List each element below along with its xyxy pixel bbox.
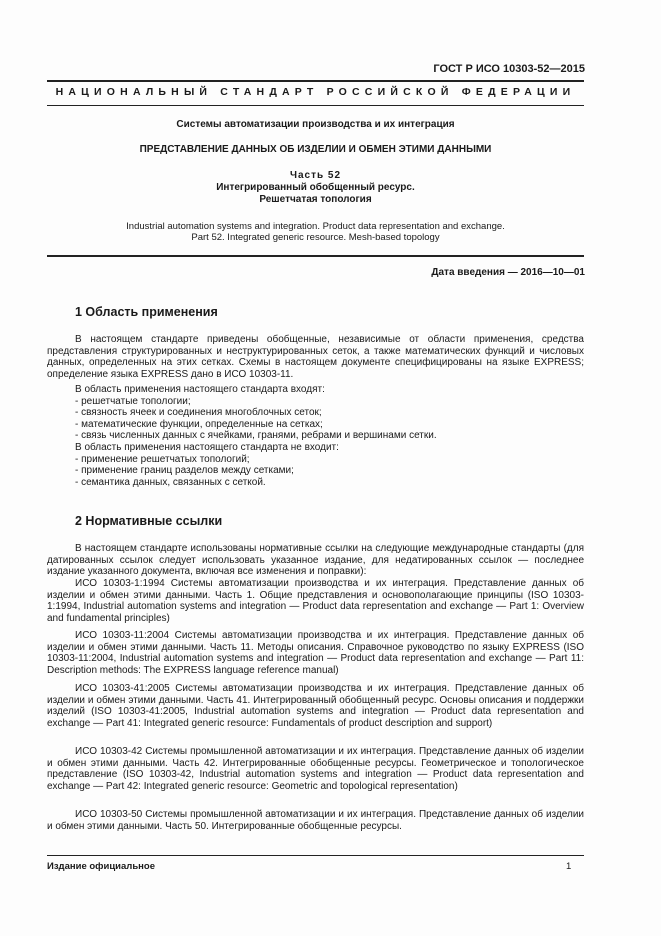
- series-title: Системы автоматизации производства и их интеграция: [176, 119, 455, 130]
- list-item: - связь численных данных с ячейками, гранями, ребрами и вершинами сетки.: [75, 430, 437, 442]
- section-1-heading: 1 Область применения: [75, 305, 218, 319]
- part-number: Часть 52: [289, 170, 342, 181]
- main-title: ПРЕДСТАВЛЕНИЕ ДАННЫХ ОБ ИЗДЕЛИИ И ОБМЕН ЭТИМИ ДАННЫМИ: [139, 144, 492, 155]
- section-1-paragraph: В настоящем стандарте приведены обобщенные, независимые от области применения, средства представления структурированных и неструктурированных сеток, а также математических функций и числовых данных, определенных на этих сетках. Схемы в настоящем документе специфицированы на языке EXPRESS; определение языка EXPRESS дано в ИСО 10303-11.: [47, 334, 584, 380]
- list-item: - применение границ разделов между сетками;: [75, 465, 294, 477]
- banner-rule: [47, 105, 584, 106]
- title-bottom-rule: [47, 255, 584, 257]
- list-item: - решетчатые топологии;: [75, 395, 191, 407]
- section-2-intro: В настоящем стандарте использованы нормативные ссылки на следующие международные стандарты (для датированных ссылок следует использовать указанное издание, для недатированных ссылок — последнее издание указанного документа, включая все изменения и поправки):: [47, 543, 584, 578]
- national-standard-banner: НАЦИОНАЛЬНЫЙ СТАНДАРТ РОССИЙСКОЙ ФЕДЕРАЦИИ: [55, 86, 576, 98]
- footer-rule: [47, 855, 584, 856]
- list-item: - связность ячеек и соединения многоблочных сеток;: [75, 407, 322, 419]
- official-edition-label: Издание официальное: [47, 861, 155, 872]
- excludes-title: В область применения настоящего стандарта не входит:: [75, 441, 339, 453]
- list-item: - семантика данных, связанных с сеткой.: [75, 476, 266, 488]
- reference-iso-10303-50: ИСО 10303-50 Системы промышленной автоматизации и их интеграция. Представление данных об изделии и обмен этими данными. Часть 50. Интегрированные обобщенные ресурсы.: [47, 809, 584, 832]
- subtitle-line-2: Решетчатая топология: [259, 194, 372, 205]
- scope-list: [75, 384, 584, 488]
- list-item: - применение решетчатых топологий;: [75, 453, 250, 465]
- page-number: 1: [566, 861, 572, 872]
- section-2-heading: 2 Нормативные ссылки: [75, 514, 223, 528]
- list-item: - математические функции, определенные на сетках;: [75, 418, 323, 430]
- reference-iso-10303-11: ИСО 10303-11:2004 Системы автоматизации производства и их интеграция. Представление данных об изделии и обмен этими данными. Часть 11. Методы описания. Справочное руководство по языку EXPRESS (ISO 10303-11:2004, Industrial automation systems and integration — Product data representation and exchange — Part 11: Description methods: The EXPRESS language reference manual): [47, 630, 584, 676]
- introduction-date: Дата введения — 2016—10—01: [431, 267, 585, 278]
- reference-iso-10303-42: ИСО 10303-42 Системы промышленной автоматизации и их интеграция. Представление данных об изделии и обмен этими данными. Часть 42. Интегрированные обобщенные ресурсы. Геометрическое и топологическое представление (ISO 10303-42, Industrial automation systems and integration — Product data representation and exchange — Part 42: Integrated generic resource: Geometric and topological representation): [47, 746, 584, 792]
- top-rule: [47, 80, 584, 82]
- includes-title: В область применения настоящего стандарта входят:: [75, 384, 325, 395]
- standard-code: ГОСТ Р ИСО 10303-52—2015: [433, 63, 585, 75]
- english-title-line-1: Industrial automation systems and integration. Product data representation and exchange.: [126, 221, 505, 232]
- subtitle-line-1: Интегрированный обобщенный ресурс.: [216, 182, 415, 193]
- reference-iso-10303-1: ИСО 10303-1:1994 Системы автоматизации производства и их интеграция. Представление данных об изделии и обмен этими данными. Часть 1. Общие представления и основополагающие принципы (ISO 10303-1:1994, Industrial automation systems and integration — Product data representation and exchange — Part 1: Overview and fundamental principles): [47, 578, 584, 624]
- english-title-line-2: Part 52. Integrated generic resource. Mesh-based topology: [191, 232, 440, 243]
- reference-iso-10303-41: ИСО 10303-41:2005 Системы автоматизации производства и их интеграция. Представление данных об изделии и обмен этими данными. Часть 41. Интегрированный обобщенный ресурс. Основы описания и поддержки изделий (ISO 10303-41:2005, Industrial automation systems and integration — Product data representation and exchange — Part 41: Integrated generic resource: Fundamentals of product description and support): [47, 683, 584, 729]
